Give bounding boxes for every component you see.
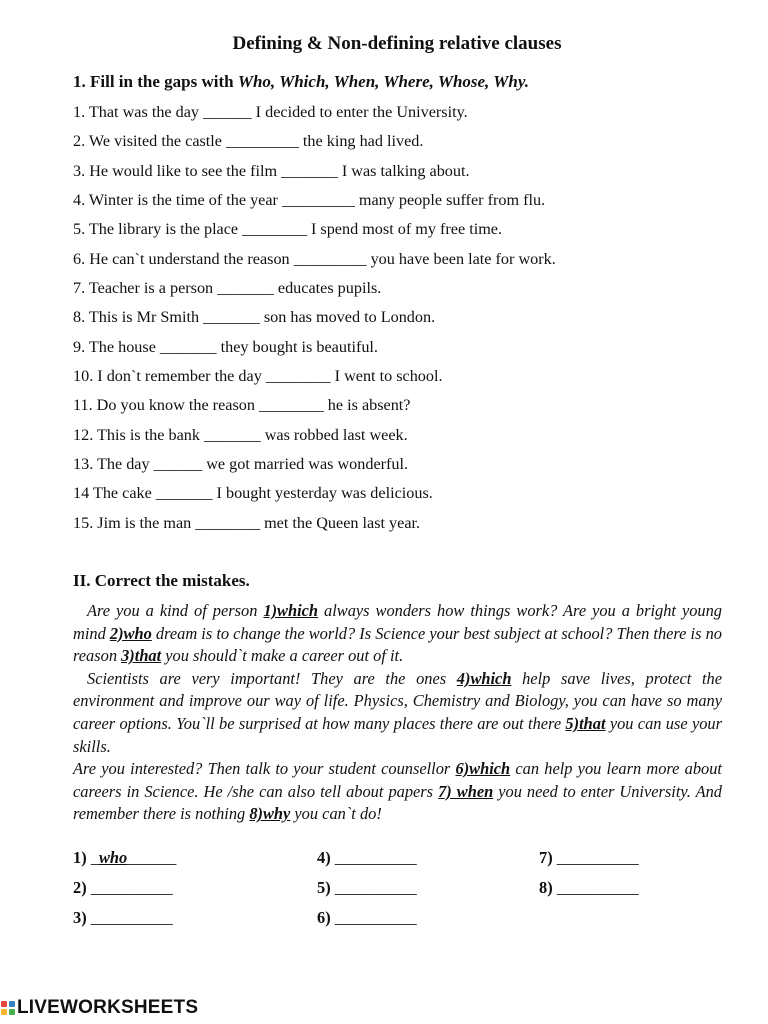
question-4: 4. Winter is the time of the year _________ many people suffer from flu. <box>73 191 546 210</box>
passage-text: you can`t do! <box>290 804 382 824</box>
mistake-4: 4)which <box>456 668 512 688</box>
answer-number: 5) <box>317 878 331 897</box>
answer-number: 2) <box>73 878 87 897</box>
section2-heading: II. Correct the mistakes. <box>73 571 250 590</box>
logo-square-yellow <box>1 1009 7 1015</box>
question-6: 6. He can`t understand the reason _________ you have been late for work. <box>73 249 556 268</box>
liveworksheets-logo <box>0 996 198 1020</box>
passage-text: Are you interested? Then talk to your student counsellor <box>73 759 456 779</box>
passage-text: you can use your skills. <box>73 713 722 756</box>
mistake-7: 7) when <box>438 781 494 801</box>
question-12: 12. This is the bank _______ was robbed last week. <box>73 425 408 444</box>
passage-text: you should`t make a career out of it. <box>161 646 404 666</box>
answer-number: 6) <box>317 908 331 927</box>
answer-blank: __________ <box>330 908 417 927</box>
question-11: 11. Do you know the reason ________ he is absent? <box>73 396 411 415</box>
question-9: 9. The house _______ they bought is beautiful. <box>73 337 378 356</box>
page-title: Defining & Non-defining relative clauses <box>232 33 562 54</box>
passage-text: Scientists are very important! They are the ones <box>87 668 457 688</box>
answer-3[interactable] <box>73 908 173 928</box>
answer-grid <box>73 848 693 948</box>
passage-text: Are you a kind of person <box>87 601 264 620</box>
answer-number: 7) <box>539 848 553 867</box>
answer-4[interactable] <box>317 848 417 868</box>
section1-heading-prefix: 1. Fill in the gaps with <box>73 72 238 91</box>
section1-heading-words: Who, Which, When, Where, Whose, Why. <box>237 72 529 91</box>
answer-number: 8) <box>539 878 553 897</box>
logo-square-blue <box>9 1001 15 1007</box>
question-10: 10. I don`t remember the day ________ I went to school. <box>73 367 443 386</box>
passage-text: dream is to change the world? Is Science your best subject at school? Then there is no reason <box>73 623 722 666</box>
mistake-1: 1)which <box>263 601 319 620</box>
mistake-8: 8)why <box>249 804 291 824</box>
answer-7[interactable] <box>539 848 639 868</box>
section1-heading <box>73 72 529 92</box>
passage-paragraph-2 <box>73 668 722 758</box>
answer-blank: __________ <box>330 878 417 897</box>
passage-paragraph-3 <box>73 758 722 826</box>
answer-blank: __________ <box>552 848 639 867</box>
question-7: 7. Teacher is a person _______ educates pupils. <box>73 279 382 298</box>
answer-8[interactable] <box>539 878 639 898</box>
answer-number: 3) <box>73 908 87 927</box>
answer-6[interactable] <box>317 908 417 928</box>
logo-squares-icon <box>1 1001 15 1015</box>
question-15: 15. Jim is the man ________ met the Queen last year. <box>73 513 421 532</box>
question-1: 1. That was the day ______ I decided to enter the University. <box>73 103 468 121</box>
question-list <box>73 101 556 541</box>
answer-blank: __________ <box>552 878 639 897</box>
passage-text: help save lives, protect the environment and improve our way of life. Physics, Chemistry and Biology, you can have so many career options. You`ll be surprised at how many places there are out there <box>73 668 722 733</box>
passage-text: always wonders how things work? Are you a bright young mind <box>73 601 722 643</box>
mistake-2: 2)who <box>109 623 152 643</box>
answer-number: 1) <box>73 848 87 867</box>
passage-text: you need to enter University. And remember there is nothing <box>73 781 722 824</box>
answer-number: 4) <box>317 848 331 867</box>
passage-text: can help you learn more about careers in Science. He /she can also tell about papers <box>73 759 722 801</box>
answer-value: who <box>98 848 128 867</box>
answer-2[interactable] <box>73 878 173 898</box>
answer-blank: __________ <box>86 878 173 897</box>
answer-blank: __________ <box>330 848 417 867</box>
question-13: 13. The day ______ we got married was wonderful. <box>73 455 409 474</box>
mistake-5: 5)that <box>565 713 606 733</box>
question-8: 8. This is Mr Smith _______ son has moved to London. <box>73 308 436 327</box>
logo-square-green <box>9 1009 15 1015</box>
question-5: 5. The library is the place ________ I spend most of my free time. <box>73 220 503 239</box>
logo-square-red <box>1 1001 7 1007</box>
question-2: 2. We visited the castle _________ the king had lived. <box>73 132 424 151</box>
mistake-6: 6)which <box>455 759 511 779</box>
answer-blank: ______ <box>127 848 177 867</box>
logo-text: LIVEWORKSHEETS <box>17 997 199 1018</box>
passage <box>73 600 722 826</box>
answer-blank: _ <box>86 848 99 867</box>
answer-5[interactable] <box>317 878 417 898</box>
answer-1[interactable] <box>73 848 176 868</box>
question-14: 14 The cake _______ I bought yesterday was delicious. <box>73 484 433 503</box>
passage-paragraph-1 <box>73 600 722 668</box>
answer-blank: __________ <box>86 908 173 927</box>
mistake-3: 3)that <box>121 646 162 666</box>
question-3: 3. He would like to see the film _______ I was talking about. <box>73 161 470 180</box>
